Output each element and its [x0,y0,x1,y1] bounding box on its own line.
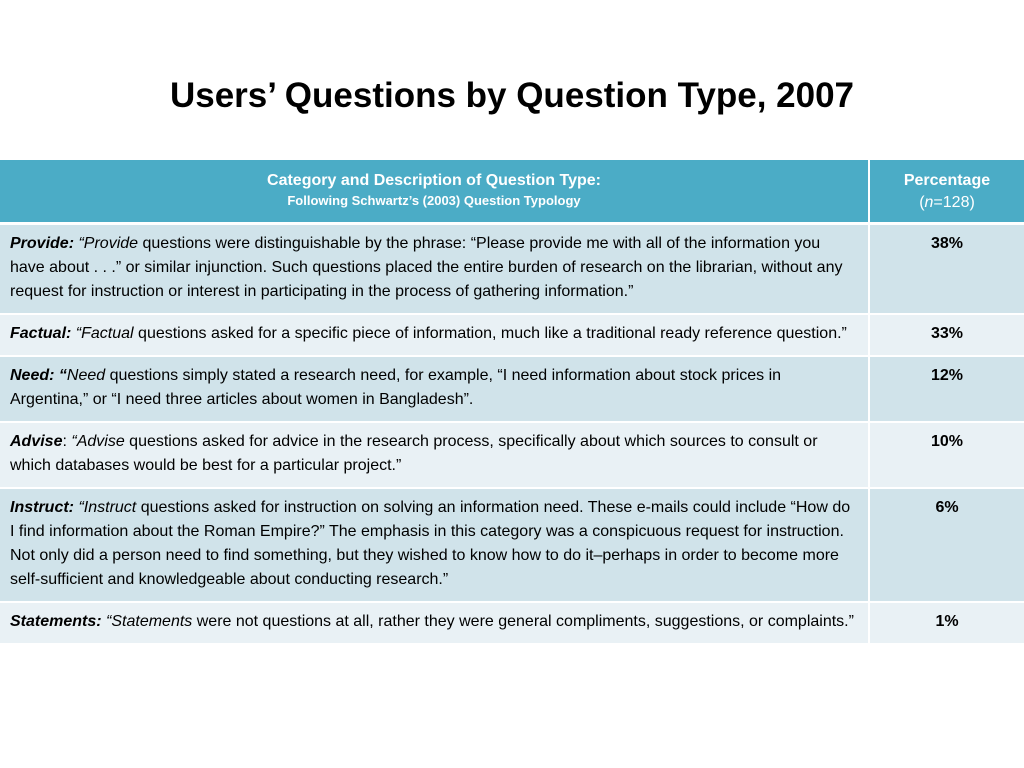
header-category [0,160,869,224]
row-separator: : [62,433,72,450]
row-percentage: 12% [869,356,1024,422]
row-text: questions simply stated a research need, for example, “I need information about stock prices in Argentina,” or “I need three articles about women in Bangladesh”. [10,367,782,408]
header-sample-value: =128) [933,194,975,211]
row-term: Instruct: [10,499,74,516]
row-text: questions were distinguishable by the phrase: “Please provide me with all of the information you have about . . .” or similar injunction. Such questions placed the entire burden of research on the librarian, without any request for instruction or interest in participating in the process of gathering information.” [10,235,843,300]
table-row [0,314,1024,356]
header-sample-n: n [924,194,934,211]
header-percentage [869,160,1024,224]
row-description [0,314,869,356]
row-keyword: Advise [76,433,125,450]
row-term: Need: “ [10,367,67,384]
table-row [0,224,1024,315]
row-term: Advise [10,433,63,450]
question-type-table-wrap [0,160,1024,645]
row-quote-open: “ [75,325,82,342]
header-category-subtitle: Following Schwartz’s (2003) Question Typology [287,193,581,208]
row-percentage: 6% [869,488,1024,602]
row-keyword: Factual [81,325,134,342]
header-sample-open: ( [919,194,925,211]
row-keyword: Need [66,367,106,384]
row-term: Statements: [10,613,102,630]
row-description [0,488,869,602]
row-percentage: 10% [869,422,1024,488]
row-term: Provide: [10,235,75,252]
table-header-row [0,160,1024,224]
row-text: questions asked for instruction on solving an information need. These e-mails could include “How do I find information about the Roman Empire?” The emphasis in this category was a conspicuous request for instruction. Not only did a person need to find something, but they wished to know how to do it–perhaps in order to become more self-sufficient and knowledgeable about conducting research.” [10,499,851,588]
row-quote-open: “ [106,613,112,630]
row-keyword: Provide [83,235,139,252]
row-keyword: Statements [111,613,193,630]
row-quote-open: “ [78,499,84,516]
table-row [0,602,1024,644]
row-percentage: 33% [869,314,1024,356]
header-sample-size [878,192,1016,214]
header-category-title: Category and Description of Question Type: [267,172,601,189]
table-row [0,356,1024,422]
table-row [0,422,1024,488]
row-quote-open: “ [78,235,84,252]
slide-title: Users’ Questions by Question Type, 2007 [169,76,855,115]
row-quote-open: “ [71,433,77,450]
row-text: questions asked for advice in the research process, specifically about which sources to consult or which databases would be best for a particular project.” [10,433,818,474]
question-type-table [0,160,1024,645]
row-description [0,422,869,488]
row-keyword: Instruct [83,499,137,516]
row-text: questions asked for a specific piece of information, much like a traditional ready reference question.” [133,325,847,342]
row-term: Factual: [10,325,72,342]
header-percentage-title: Percentage [903,172,991,189]
row-description [0,356,869,422]
row-description [0,224,869,315]
row-percentage: 38% [869,224,1024,315]
table-row [0,488,1024,602]
row-description [0,602,869,644]
row-text: were not questions at all, rather they were general compliments, suggestions, or complaints.” [192,613,854,630]
row-percentage: 1% [869,602,1024,644]
